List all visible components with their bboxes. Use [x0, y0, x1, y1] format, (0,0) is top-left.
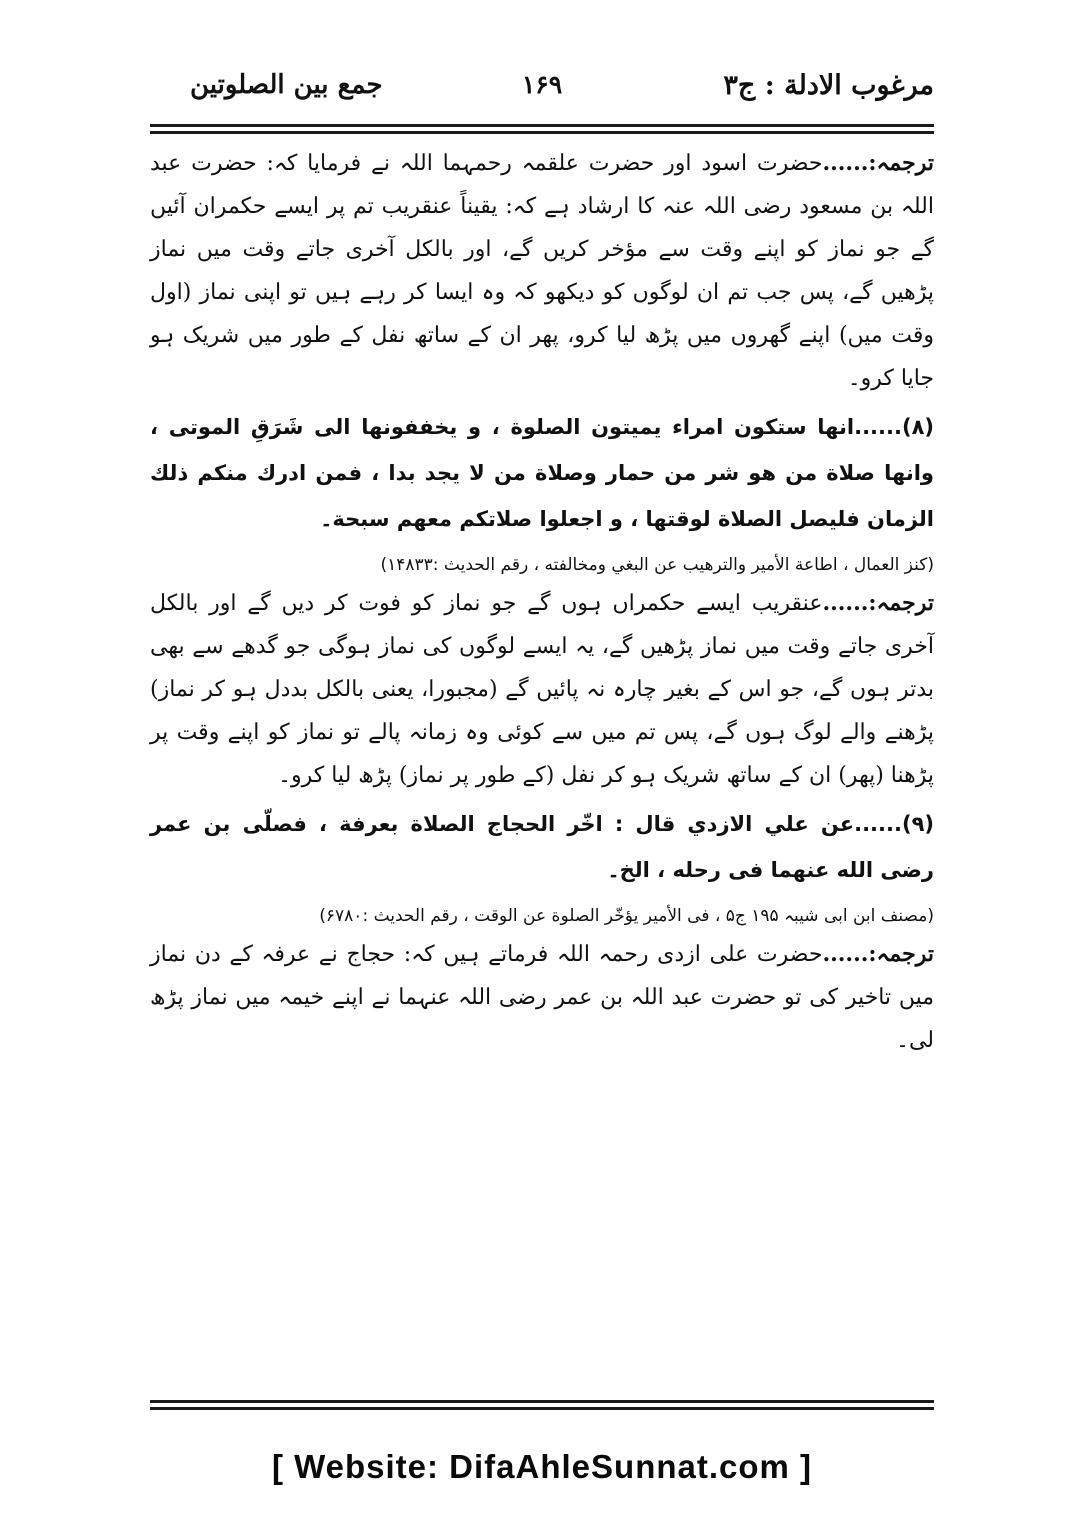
- translation-label: ترجمہ:......: [822, 150, 934, 176]
- hadith-9: [150, 801, 934, 893]
- website-footer: [ Website: DifaAhleSunnat.com ]: [271, 1448, 813, 1485]
- hadith-text: انها ستكون امراء يميتون الصلوة ، و يخففونها الى شَرَقِ الموتى ، وانها صلاة من هو شر من حمار وصلاة من لا يجد بدا ، فمن ادرك منكم ذلك الزمان فليصل الصلاة لوقتها ، و اجعلوا صلاتكم معهم سبحة۔: [150, 415, 934, 531]
- hadith-text: عن علي الازدي قال : اخّر الحجاج الصلاة بعرفة ، فصلّى بن عمر رضى الله عنهما فى رحله ، الخ۔: [150, 812, 934, 882]
- translation-text: عنقریب ایسے حکمراں ہوں گے جو نماز کو فوت کر دیں گے اور بالکل آخری جاتے وقت میں نماز پڑھیں گے، یہ ایسے لوگوں کی نماز ہوگی جو گدھے سے بھی بدتر ہوں گے، جو اس کے بغیر چارہ نہ پائیں گے (مجبورا، یعنی بالکل بددل ہو کر نماز) پڑھنے والے لوگ ہوں گے، پس تم میں سے کوئی وہ زمانہ پالے تو نماز کو اپنے وقت پر پڑھنا (پھر) ان کے ساتھ شریک ہو کر نفل (کے طور پر نماز) پڑھ لیا کرو۔: [150, 591, 934, 788]
- translation-paragraph-2: [150, 582, 934, 797]
- footer-rule-bottom: [150, 1407, 934, 1410]
- header-rule-top: [150, 124, 934, 127]
- running-header: [150, 66, 934, 118]
- translation-label: ترجمہ:......: [822, 941, 934, 967]
- hadith-number: (۸)......: [854, 415, 934, 439]
- page-body: [150, 142, 934, 1066]
- translation-text: حضرت اسود اور حضرت علقمہ رحمہما اللہ نے فرمایا کہ: حضرت عبد اللہ بن مسعود رضی اللہ عنہ کا ارشاد ہے کہ: یقیناً عنقریب تم پر ایسے حکمران آئیں گے جو نماز کو اپنے وقت سے مؤخر کریں گے، اور بالکل آخری جاتے وقت میں نماز پڑھیں گے، پس جب تم ان لوگوں کو دیکھو کہ وہ ایسا کر رہے ہیں تو اپنی نماز (اول وقت میں) اپنے گھروں میں پڑھ لیا کرو، پھر ان کے ساتھ نفل کے طور میں شریک ہو جایا کرو۔: [150, 151, 934, 391]
- translation-text: حضرت علی ازدی رحمہ اللہ فرماتے ہیں کہ: حجاج نے عرفہ کے دن نماز میں تاخیر کی تو حضرت عبد اللہ بن عمر رضی اللہ عنہما نے اپنے خیمہ میں نماز پڑھ لی۔: [150, 942, 934, 1053]
- chapter-title: جمع بین الصلوتین: [190, 70, 383, 100]
- translation-label: ترجمہ:......: [822, 590, 934, 616]
- page-number: ۱۶۹: [521, 70, 563, 99]
- hadith-number: (۹)......: [854, 812, 934, 836]
- translation-paragraph-1: [150, 142, 934, 400]
- reference-1: (كنز العمال ، اطاعة الأمير والترهيب عن البغي ومخالفته ، رقم الحديث :۱۴۸۳۳): [380, 555, 934, 575]
- footer-rule-top: [150, 1400, 934, 1403]
- reference-2: (مصنف ابن ابی شیبہ ۱۹۵ ج۵ ، فى الأمير يؤخّر الصلوة عن الوقت ، رقم الحديث :۶۷۸۰): [319, 906, 934, 926]
- header-rule-bottom: [150, 131, 934, 134]
- hadith-8: [150, 404, 934, 542]
- book-title: مرغوب الادلة : ج۳: [723, 70, 934, 101]
- translation-paragraph-3: [150, 933, 934, 1062]
